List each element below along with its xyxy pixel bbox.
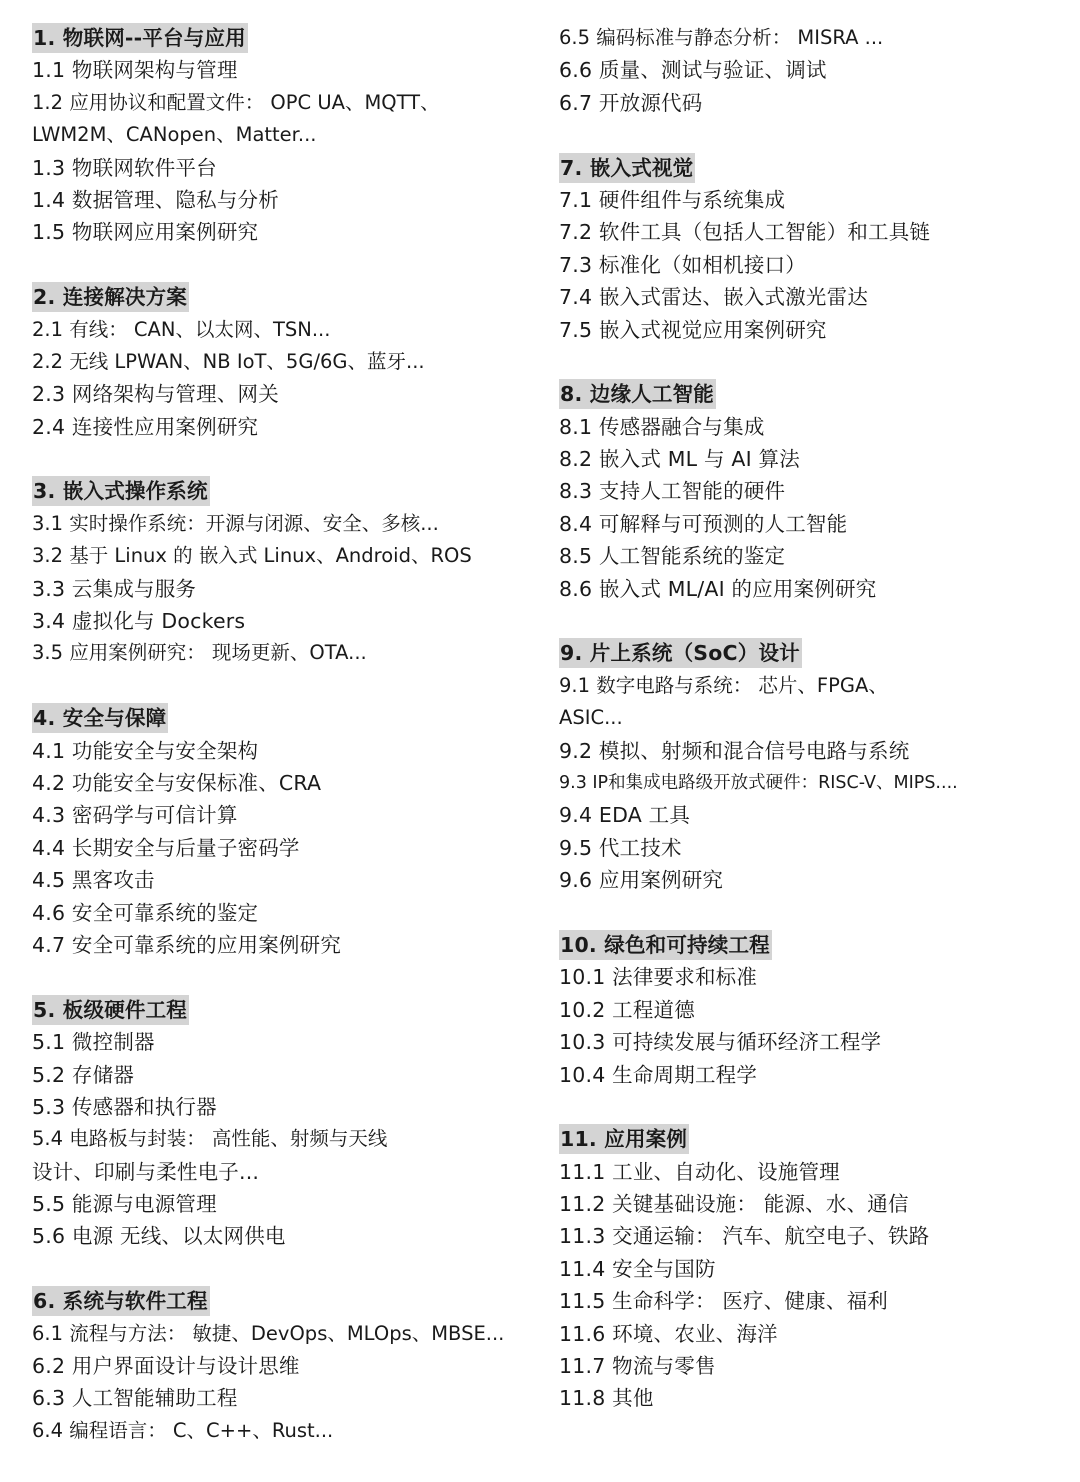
section-heading: 7. 嵌入式视觉 xyxy=(559,153,695,183)
section-11 xyxy=(559,1123,1069,1415)
list-item: 10.2 工程道德 xyxy=(559,997,695,1022)
section-9 xyxy=(559,637,1069,896)
right-column xyxy=(559,22,1069,1447)
list-item: 4.1 功能安全与安全架构 xyxy=(32,738,259,763)
section-7 xyxy=(559,152,1069,346)
list-item: 2.1 有线： CAN、以太网、TSN... xyxy=(32,317,331,341)
list-item: 10.3 可持续发展与循环经济工程学 xyxy=(559,1030,882,1055)
list-item: 6.4 编程语言： C、C++、Rust... xyxy=(32,1418,334,1442)
list-item: 6.5 编码标准与静态分析： MISRA ... xyxy=(559,26,884,49)
list-item: 11.4 安全与国防 xyxy=(559,1256,716,1281)
list-item: 7.4 嵌入式雷达、嵌入式激光雷达 xyxy=(559,285,869,310)
section-heading: 2. 连接解决方案 xyxy=(32,282,189,312)
list-item: 3.3 云集成与服务 xyxy=(32,576,197,601)
list-item: 6.6 质量、测试与验证、调试 xyxy=(559,58,827,83)
list-item: 5.4 电路板与封装： 高性能、射频与天线 xyxy=(32,1127,388,1151)
section-heading: 3. 嵌入式操作系统 xyxy=(32,476,210,506)
list-item: 10.1 法律要求和标准 xyxy=(559,965,758,990)
list-item: 设计、印刷与柔性电子... xyxy=(32,1159,260,1184)
section-heading: 6. 系统与软件工程 xyxy=(32,1286,210,1316)
list-item: 2.2 无线 LPWAN、NB IoT、5G/6G、蓝牙... xyxy=(32,349,425,373)
list-item: 4.5 黑客攻击 xyxy=(32,868,155,893)
section-1 xyxy=(32,22,532,249)
list-item: 5.5 能源与电源管理 xyxy=(32,1192,217,1217)
list-item: 9.5 代工技术 xyxy=(559,835,682,860)
list-item: 8.3 支持人工智能的硬件 xyxy=(559,479,786,504)
list-item: 8.6 嵌入式 ML/AI 的应用案例研究 xyxy=(559,576,877,601)
list-item: 6.2 用户界面设计与设计思维 xyxy=(32,1354,300,1379)
list-item: 6.7 开放源代码 xyxy=(559,90,703,115)
list-item: 7.2 软件工具（包括人工智能）和工具链 xyxy=(559,220,931,245)
list-item: 11.5 生命科学： 医疗、健康、福利 xyxy=(559,1289,888,1314)
list-item: 11.7 物流与零售 xyxy=(559,1354,716,1379)
list-item: 3.5 应用案例研究： 现场更新、OTA... xyxy=(32,641,367,665)
list-item: 7.3 标准化（如相机接口） xyxy=(559,252,806,277)
list-item: 11.2 关键基础设施： 能源、水、通信 xyxy=(559,1192,909,1217)
section-heading: 5. 板级硬件工程 xyxy=(32,995,189,1025)
list-item: 4.3 密码学与可信计算 xyxy=(32,803,238,828)
list-item: 6.1 流程与方法： 敏捷、DevOps、MLOps、MBSE... xyxy=(32,1321,505,1345)
list-item: 11.1 工业、自动化、设施管理 xyxy=(559,1159,840,1184)
list-item: 4.7 安全可靠系统的应用案例研究 xyxy=(32,932,342,957)
section-8 xyxy=(559,378,1069,605)
list-item: 8.5 人工智能系统的鉴定 xyxy=(559,544,786,569)
list-item: 4.4 长期安全与后量子密码学 xyxy=(32,835,300,860)
list-item: 5.3 传感器和执行器 xyxy=(32,1094,217,1119)
list-item: 5.1 微控制器 xyxy=(32,1030,155,1055)
section-heading: 4. 安全与保障 xyxy=(32,703,168,733)
list-item: 3.2 基于 Linux 的 嵌入式 Linux、Android、ROS xyxy=(32,544,472,568)
list-item: 2.3 网络架构与管理、网关 xyxy=(32,382,279,407)
section-heading: 9. 片上系统（SoC）设计 xyxy=(559,638,802,668)
list-item: 11.3 交通运输： 汽车、航空电子、铁路 xyxy=(559,1224,930,1249)
section-5 xyxy=(32,994,532,1253)
section-6-continued xyxy=(559,22,1069,119)
list-item: 1.2 应用协议和配置文件： OPC UA、MQTT、 xyxy=(32,90,440,114)
list-item: 5.6 电源 无线、以太网供电 xyxy=(32,1224,286,1249)
section-6 xyxy=(32,1285,532,1447)
list-item: 6.3 人工智能辅助工程 xyxy=(32,1386,238,1411)
list-item: 5.2 存储器 xyxy=(32,1062,135,1087)
list-item: 4.2 功能安全与安保标准、CRA xyxy=(32,770,322,795)
list-item: 11.8 其他 xyxy=(559,1386,654,1411)
list-item: 2.4 连接性应用案例研究 xyxy=(32,414,259,439)
section-heading: 10. 绿色和可持续工程 xyxy=(559,930,772,960)
list-item: 1.1 物联网架构与管理 xyxy=(32,58,238,83)
section-heading: 11. 应用案例 xyxy=(559,1124,689,1154)
list-item: 8.4 可解释与可预测的人工智能 xyxy=(559,511,848,536)
list-item: 9.2 模拟、射频和混合信号电路与系统 xyxy=(559,738,910,763)
list-item: 9.6 应用案例研究 xyxy=(559,868,724,893)
list-item: 10.4 生命周期工程学 xyxy=(559,1062,758,1087)
list-item: 9.1 数字电路与系统： 芯片、FPGA、 xyxy=(559,673,888,697)
section-heading: 8. 边缘人工智能 xyxy=(559,379,716,409)
left-column xyxy=(32,22,532,1480)
section-3 xyxy=(32,475,532,669)
list-item: 3.1 实时操作系统：开源与闭源、安全、多核... xyxy=(32,511,439,535)
list-item: 11.6 环境、农业、海洋 xyxy=(559,1321,778,1346)
list-item: 9.3 IP和集成电路级开放式硬件：RISC-V、MIPS.... xyxy=(559,772,958,793)
list-item: LWM2M、CANopen、Matter... xyxy=(32,123,317,147)
list-item: 7.5 嵌入式视觉应用案例研究 xyxy=(559,317,827,342)
list-item: 1.5 物联网应用案例研究 xyxy=(32,220,259,245)
list-item: 1.4 数据管理、隐私与分析 xyxy=(32,187,279,212)
list-item: 7.1 硬件组件与系统集成 xyxy=(559,187,786,212)
list-item: ASIC... xyxy=(559,706,623,730)
list-item: 1.3 物联网软件平台 xyxy=(32,155,217,180)
list-item: 8.1 传感器融合与集成 xyxy=(559,414,765,439)
list-item: 9.4 EDA 工具 xyxy=(559,803,691,828)
section-heading: 1. 物联网--平台与应用 xyxy=(32,23,248,53)
section-4 xyxy=(32,702,532,961)
section-10 xyxy=(559,929,1069,1091)
section-2 xyxy=(32,281,532,443)
list-item: 8.2 嵌入式 ML 与 AI 算法 xyxy=(559,447,800,472)
list-item: 3.4 虚拟化与 Dockers xyxy=(32,609,246,634)
list-item: 4.6 安全可靠系统的鉴定 xyxy=(32,900,259,925)
